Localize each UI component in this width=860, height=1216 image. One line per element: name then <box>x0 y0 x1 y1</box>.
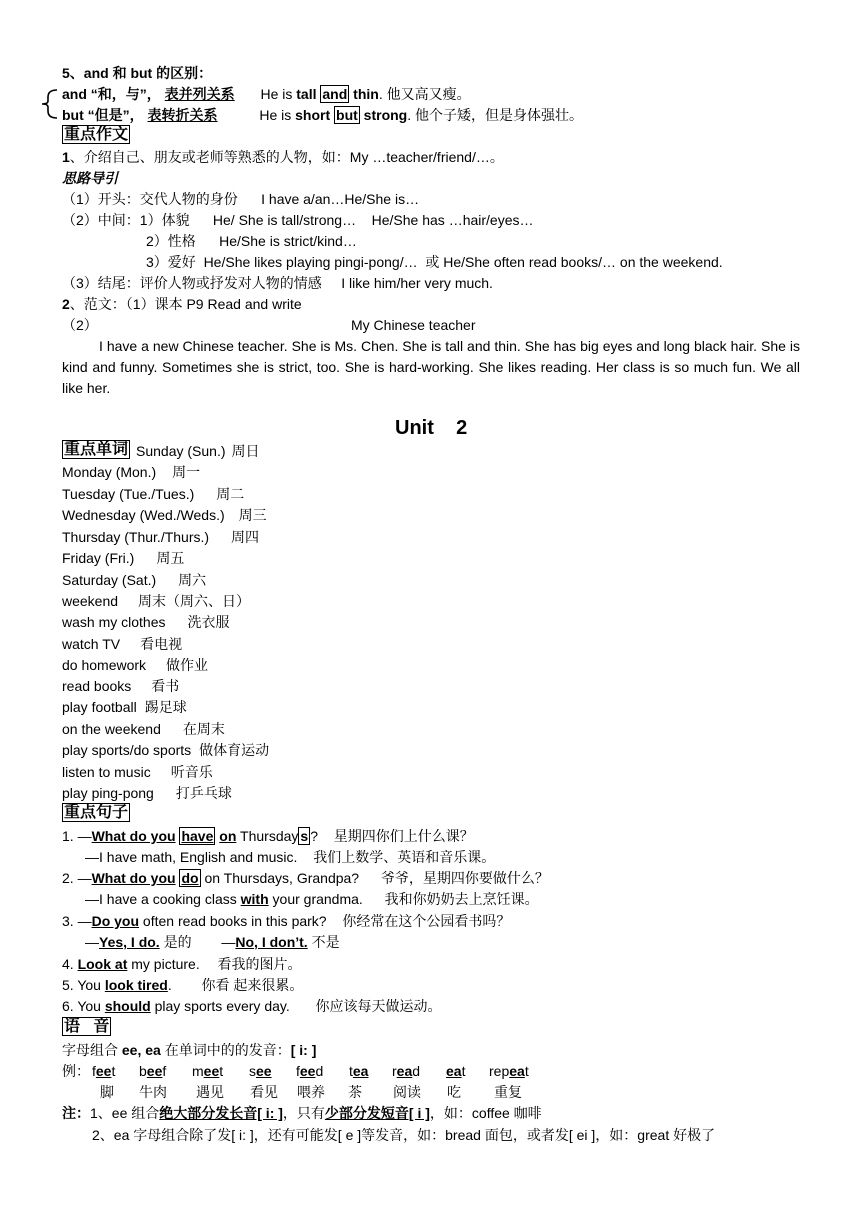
guide-line-5: （3）结尾：评价人物或抒发对人物的情感 I like him/her very much. <box>62 275 493 291</box>
sentence-6 <box>62 999 442 1013</box>
word-zh: 做体育运动 <box>199 742 270 758</box>
but-example-d: strong <box>363 107 408 123</box>
sentence-1-num: 1. — <box>62 828 92 844</box>
example-word-mid: ee <box>256 1063 272 1079</box>
sentences-heading-row <box>62 805 130 821</box>
sentence-4 <box>62 957 302 971</box>
word-zh: 踢足球 <box>144 699 187 715</box>
example-word-mid: ea <box>509 1063 525 1079</box>
example-word-mid: ea <box>352 1063 369 1079</box>
example-meaning: 茶 <box>348 1084 362 1100</box>
sentence-2-c: on Thursdays, Grandpa? <box>204 870 360 886</box>
sentence-3-no: No, I don’t. <box>235 934 308 950</box>
word-zh: 在周末 <box>182 721 225 737</box>
sample-title: My Chinese teacher <box>351 317 476 333</box>
example-meaning: 脚 <box>100 1084 114 1100</box>
word-en: play ping-pong <box>62 785 154 801</box>
example-word-mid: ee <box>146 1063 163 1079</box>
sentence-2-ans-b: with <box>240 891 269 907</box>
but-word: but <box>62 107 84 123</box>
word-en: watch TV <box>62 636 121 652</box>
but-row <box>62 108 583 122</box>
word-en: on the weekend <box>62 721 161 737</box>
sentence-3-yes-dash: — <box>85 934 99 950</box>
but-example-b: short <box>295 107 331 123</box>
example-word <box>349 1064 368 1078</box>
and-but-title: 5、and 和 but 的区别： <box>62 65 213 81</box>
word-zh: 打乒乓球 <box>175 785 232 801</box>
essay-q2-text: 、范文：（1）课本 P9 Read and write <box>69 296 302 312</box>
essay-heading-label: 重点作文 <box>64 126 129 143</box>
word-row <box>62 487 244 501</box>
word-row <box>62 594 250 608</box>
word-en: Tuesday (Tue./Tues.) <box>62 486 195 502</box>
sample-paragraph: I have a new Chinese teacher. She is Ms. Chen. She is tall and thin. She has big eyes and long black hair. She is kind and funny. Sometimes she is strict, too. She is hard-working. She likes reading. Her class is so much fun. We all like her. <box>62 338 800 396</box>
sentence-4-zh: 看我的图片。 <box>217 956 302 972</box>
example-word-pre: r <box>392 1063 397 1079</box>
sentence-2-answer <box>85 892 539 906</box>
phonics-note-1 <box>62 1106 542 1120</box>
but-example-a: He is <box>259 107 296 123</box>
example-word-post: d <box>412 1063 421 1079</box>
example-word-post: t <box>524 1063 529 1079</box>
but-meaning: “但是”， <box>87 107 144 123</box>
sentences-heading: 重点句子 <box>64 804 129 821</box>
sentence-6-a: should <box>104 998 151 1014</box>
guide-line-3: 2）性格 He/She is strict/kind… <box>146 233 357 249</box>
example-word-post: d <box>315 1063 324 1079</box>
sentence-3-a: Do you <box>91 913 140 929</box>
sentence-3-b: often read books in this park? <box>139 913 327 929</box>
sentence-1-b: have <box>181 828 214 844</box>
word-en: play football <box>62 699 137 715</box>
phonics-note1-c: ，只有 <box>282 1105 325 1121</box>
word-en: Friday (Fri.) <box>62 550 135 566</box>
example-word-mid: ea <box>446 1063 462 1079</box>
sentence-2-b: do <box>181 870 199 886</box>
sentence-4-a: Look at <box>77 956 128 972</box>
sentence-5-a: look tired <box>104 977 168 993</box>
phonics-example-label: 例： <box>62 1063 90 1079</box>
sentence-1-c: on <box>219 828 237 844</box>
essay-q2b-num: （2） <box>62 317 98 333</box>
sentence-6-b: play sports every day. <box>150 998 290 1014</box>
phonics-note1-a: 1、ee 组合 <box>90 1105 160 1121</box>
word-row <box>62 637 182 651</box>
sentence-3-no-dash: — <box>221 934 236 950</box>
word-en: Sunday (Sun.) <box>136 443 226 459</box>
guide-title: 思路导引 <box>62 170 118 186</box>
word-en: Saturday (Sat.) <box>62 572 157 588</box>
example-word-post: f <box>162 1063 167 1079</box>
word-row <box>62 722 225 736</box>
and-example-d: thin <box>353 86 379 102</box>
word-zh: 周日 <box>231 443 260 459</box>
sentence-2-zh: 爷爷，星期四你要做什么？ <box>380 870 549 886</box>
example-meaning: 遇见 <box>196 1084 224 1100</box>
example-word-pre: f <box>92 1063 96 1079</box>
essay-q1-num: 1 <box>62 149 70 165</box>
word-zh: 周一 <box>172 464 201 480</box>
word-row <box>62 465 200 479</box>
and-example-b: tall <box>296 86 317 102</box>
sentence-2-a: What do you <box>91 870 176 886</box>
sentence-2-num: 2. — <box>62 870 92 886</box>
sentence-3-num: 3. — <box>62 913 92 929</box>
phonics-intro-c: 在单词中的的发音： <box>160 1042 291 1058</box>
word-zh: 周末（周六、日） <box>138 593 251 609</box>
and-example-e: . 他又高又瘦。 <box>378 86 471 102</box>
sentence-1-ans: —I have math, English and music. <box>85 849 298 865</box>
phonics-intro <box>62 1043 316 1057</box>
word-en: Wednesday (Wed./Weds.) <box>62 507 225 523</box>
sentence-2-ans-a: —I have a cooking class <box>85 891 241 907</box>
example-word-mid: ee <box>203 1063 220 1079</box>
word-en: wash my clothes <box>62 614 166 630</box>
word-row <box>62 508 267 522</box>
sentence-3-yes: Yes, I do. <box>99 934 160 950</box>
phonics-note-2: 2、ea 字母组合除了发[ i: ]，还有可能发[ e ]等发音，如：bread 面包，或者发[ ei ]，如：great 好极了 <box>92 1127 716 1143</box>
essay-heading <box>62 127 130 143</box>
word-zh: 周六 <box>178 572 207 588</box>
example-meaning: 重复 <box>494 1084 522 1100</box>
example-word-mid: ee <box>95 1063 112 1079</box>
guide-line-4: 3）爱好 He/She likes playing pingi-pong/… 或 He/She often read books/… on the weekend. <box>146 254 723 270</box>
example-word-pre: t <box>349 1063 353 1079</box>
word-row <box>62 530 259 544</box>
and-example-a: He is <box>260 86 297 102</box>
word-en: listen to music <box>62 764 151 780</box>
word-zh: 做作业 <box>166 657 209 673</box>
example-word-pre: f <box>296 1063 300 1079</box>
sentence-1-f: ? <box>310 828 318 844</box>
and-word: and <box>62 86 87 102</box>
but-example-e: . 他个子矮，但是身体强壮。 <box>407 107 584 123</box>
word-en: do homework <box>62 657 147 673</box>
sentence-5-zh: 你看 起来很累。 <box>201 977 304 993</box>
word-row <box>62 573 206 587</box>
sentence-6-num: 6. You <box>62 998 105 1014</box>
sentence-1 <box>62 829 474 843</box>
and-example-conj: and <box>322 86 348 102</box>
word-row <box>62 658 208 672</box>
sentence-2 <box>62 871 549 885</box>
example-word-pre: m <box>192 1063 204 1079</box>
phonics-heading: 语 音 <box>64 1018 110 1035</box>
example-word-mid: ea <box>396 1063 413 1079</box>
sentence-4-b: my picture. <box>127 956 200 972</box>
phonics-note1-b: 绝大部分发长音[ i: ] <box>159 1105 283 1121</box>
phonics-intro-d: [ i: ] <box>290 1042 317 1058</box>
word-row <box>62 615 229 629</box>
example-word-pre: rep <box>489 1063 510 1079</box>
phonics-note1-e: ，如：coffee 咖啡 <box>429 1105 542 1121</box>
word-en: Thursday (Thur./Thurs.) <box>62 529 210 545</box>
sentence-4-num: 4. <box>62 956 78 972</box>
words-heading: 重点单词 <box>64 441 129 458</box>
example-word <box>249 1064 272 1078</box>
example-meaning: 吃 <box>447 1084 461 1100</box>
essay-q2 <box>62 297 302 311</box>
example-meaning: 阅读 <box>393 1084 421 1100</box>
essay-q1 <box>62 150 504 164</box>
word-row <box>62 700 187 714</box>
but-relation: 表转折关系 <box>147 107 218 123</box>
sentence-3-no-zh: 不是 <box>311 934 340 950</box>
word-en: weekend <box>62 593 119 609</box>
and-meaning: “和，与”， <box>90 86 161 102</box>
sentence-6-zh: 你应该每天做运动。 <box>315 998 442 1014</box>
brace-icon <box>40 88 58 120</box>
example-word-pre: s <box>249 1063 256 1079</box>
sentence-1-d: Thursday <box>240 828 299 844</box>
word-zh: 看电视 <box>140 636 183 652</box>
sentence-1-zh: 星期四你们上什么课？ <box>333 828 474 844</box>
example-word <box>392 1064 420 1078</box>
word-row <box>136 444 260 458</box>
sentence-3-yes-zh: 是的 <box>163 934 192 950</box>
sentence-1-ans-zh: 我们上数学、英语和音乐课。 <box>313 849 496 865</box>
example-word <box>296 1064 323 1078</box>
unit-title: Unit 2 <box>395 417 468 439</box>
word-row <box>62 679 179 693</box>
sentence-5 <box>62 978 303 992</box>
essay-q1-text: 、介绍自己、朋友或老师等熟悉的人物，如：My …teacher/friend/…。 <box>69 149 504 165</box>
sentence-2-ans-c: your grandma. <box>268 891 363 907</box>
example-word <box>192 1064 223 1078</box>
example-word-mid: ee <box>299 1063 316 1079</box>
example-word <box>489 1064 529 1078</box>
and-relation: 表并列关系 <box>164 86 235 102</box>
example-word-pre: b <box>139 1063 147 1079</box>
word-en: read books <box>62 678 132 694</box>
example-word-post: t <box>219 1063 224 1079</box>
word-zh: 周四 <box>231 529 260 545</box>
phonics-intro-a: 字母组合 <box>62 1042 122 1058</box>
example-meaning: 看见 <box>250 1084 278 1100</box>
and-row <box>62 87 471 101</box>
sentence-1-e: s <box>300 828 309 844</box>
sentence-2-ans-zh: 我和你奶奶去上烹饪课。 <box>384 891 539 907</box>
example-word <box>139 1064 166 1078</box>
word-zh: 听音乐 <box>170 764 213 780</box>
phonics-intro-b: ee, ea <box>121 1042 161 1058</box>
sentence-5-num: 5. You <box>62 977 105 993</box>
word-row <box>62 786 232 800</box>
sentence-3 <box>62 914 510 928</box>
word-row <box>62 551 184 565</box>
sentence-1-a: What do you <box>91 828 176 844</box>
word-row <box>62 743 269 757</box>
but-example-conj: but <box>336 107 358 123</box>
word-zh: 看书 <box>151 678 180 694</box>
example-meaning: 牛肉 <box>139 1084 167 1100</box>
word-zh: 周二 <box>216 486 245 502</box>
phonics-note-label: 注： <box>62 1105 90 1121</box>
word-zh: 洗衣服 <box>187 614 230 630</box>
words-heading-row <box>62 442 130 458</box>
phonics-heading-row <box>62 1019 111 1035</box>
essay-q2-num: 2 <box>62 296 70 312</box>
sentence-3-answers <box>85 935 340 949</box>
sentence-1-answer <box>85 850 495 864</box>
word-en: Monday (Mon.) <box>62 464 157 480</box>
guide-line-2: （2）中间：1）体貌 He/ She is tall/strong… He/She has …hair/eyes… <box>62 212 534 228</box>
sentence-5-b: . <box>167 977 172 993</box>
example-word-post: t <box>111 1063 116 1079</box>
example-word <box>446 1064 465 1078</box>
sentence-3-zh: 你经常在这个公园看书吗？ <box>342 913 511 929</box>
example-word <box>92 1064 115 1078</box>
guide-line-1: （1）开头：交代人物的身份 I have a/an…He/She is… <box>62 191 420 207</box>
phonics-note1-d: 少部分发短音[ i ] <box>324 1105 430 1121</box>
example-word-post: t <box>461 1063 466 1079</box>
word-row <box>62 765 213 779</box>
word-zh: 周五 <box>156 550 185 566</box>
word-en: play sports/do sports <box>62 742 192 758</box>
example-meaning: 喂养 <box>297 1084 325 1100</box>
word-zh: 周三 <box>238 507 267 523</box>
